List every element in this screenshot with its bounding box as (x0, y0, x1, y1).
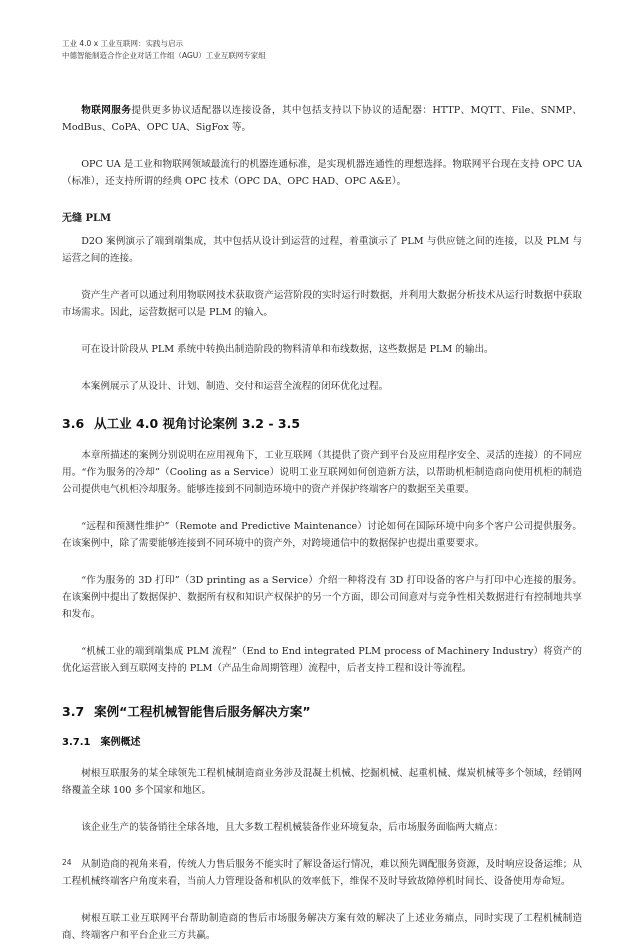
paragraph: 本案例展示了从设计、计划、制造、交付和运营全流程的闭环优化过程。 (81, 381, 389, 392)
paragraph: OPC UA 是工业和物联网领域最流行的机器连通标准，是实现机器连通性的理想选择。物联网平台现在支持 OPC UA（标准），还支持所谓的经典 OPC 技术（OPC DA、OPC HAD、OPC A&E）。 (62, 159, 582, 187)
paragraph: D2O 案例演示了端到端集成，其中包括从设计到运营的过程，着重演示了 PLM 与供应链之间的连接，以及 PLM 与运营之间的连接。 (62, 236, 582, 264)
section-heading-3-6: 3.6 从工业 4.0 视角讨论案例 3.2 - 3.5 (62, 416, 301, 431)
header-title: 工业 4.0 x 工业互联网：实践与启示 (62, 39, 184, 48)
paragraph: 可在设计阶段从 PLM 系统中转换出制造阶段的物料清单和布线数据，这些数据是 PLM 的输出。 (81, 344, 494, 355)
header-subtitle: 中德智能制造合作企业对话工作组（AGU）工业互联网专家组 (62, 51, 266, 60)
paragraph: 物联网服务提供更多协议适配器以连接设备，其中包括支持以下协议的适配器：HTTP、MQTT、File、SNMP、ModBus、CoPA、OPC UA、SigFox 等。 (62, 105, 582, 133)
paragraph: “远程和预测性维护”（Remote and Predictive Maintenance）讨论如何在国际环境中向多个客户公司提供服务。在该案例中，除了需要能够连接到不同环境中的资产外，对跨境通信中的数据保护也提出重要要求。 (62, 521, 582, 549)
paragraph: “机械工业的端到端集成 PLM 流程”（End to End integrated PLM process of Machinery Industry）将资产的优化运营嵌入到互联网支持的 PLM（产品生命周期管理）流程中，后者支持工程和设计等流程。 (62, 646, 582, 674)
paragraph: 从制造商的视角来看，传统人力售后服务不能实时了解设备运行情况，难以预先调配服务资源，及时响应设备运维；从工程机械终端客户角度来看，当前人力管理设备和机队的效率低下，维保不及时导致故障停机时间长、设备使用寿命短。 (62, 859, 582, 887)
lead-term: 物联网服务 (81, 105, 132, 116)
subsection-heading-3-7-1: 3.7.1 案例概述 (62, 737, 141, 748)
paragraph: 树根互联服务的某全球领先工程机械制造商业务涉及混凝土机械、挖掘机械、起重机械、煤炭机械等多个领域，经销网络覆盖全球 100 多个国家和地区。 (62, 768, 582, 796)
paragraph: 本章所描述的案例分别说明在应用视角下，工业互联网（其提供了资产到平台及应用程序安全、灵活的连接）的不同应用。“作为服务的冷却”（Cooling as a Service）说明工业互联网如何创造新方法，以帮助机柜制造商向使用机柜的制造公司提供电气机柜冷却服务。能够连接到不同制造环境中的资产并保护终端客户的数据至关重要。 (62, 450, 582, 495)
paragraph: 树根互联工业互联网平台帮助制造商的售后市场服务解决方案有效的解决了上述业务痛点，同时实现了工程机械制造商、终端客户和平台企业三方共赢。 (62, 913, 582, 941)
paragraph: 资产生产者可以通过利用物联网技术获取资产运营阶段的实时运行时数据，并利用大数据分析技术从运行时数据中获取市场需求。因此，运营数据可以是 PLM 的输入。 (62, 290, 582, 318)
section-heading-3-7: 3.7 案例“工程机械智能售后服务解决方案” (62, 704, 311, 719)
subheading-plm: 无缝 PLM (62, 213, 112, 224)
paragraph: 该企业生产的装备销往全球各地，且大多数工程机械装备作业环境复杂，后市场服务面临两大痛点： (81, 822, 504, 833)
page-header (62, 38, 266, 62)
paragraph: “作为服务的 3D 打印”（3D printing as a Service）介绍一种将没有 3D 打印设备的客户与打印中心连接的服务。在该案例中提出了数据保护、数据所有权和知识产权保护的另一个方面，即公司间意对与竞争性相关数据进行有控制地共享和发布。 (62, 575, 582, 620)
page-number: 24 (62, 858, 72, 867)
page-body (62, 102, 582, 944)
